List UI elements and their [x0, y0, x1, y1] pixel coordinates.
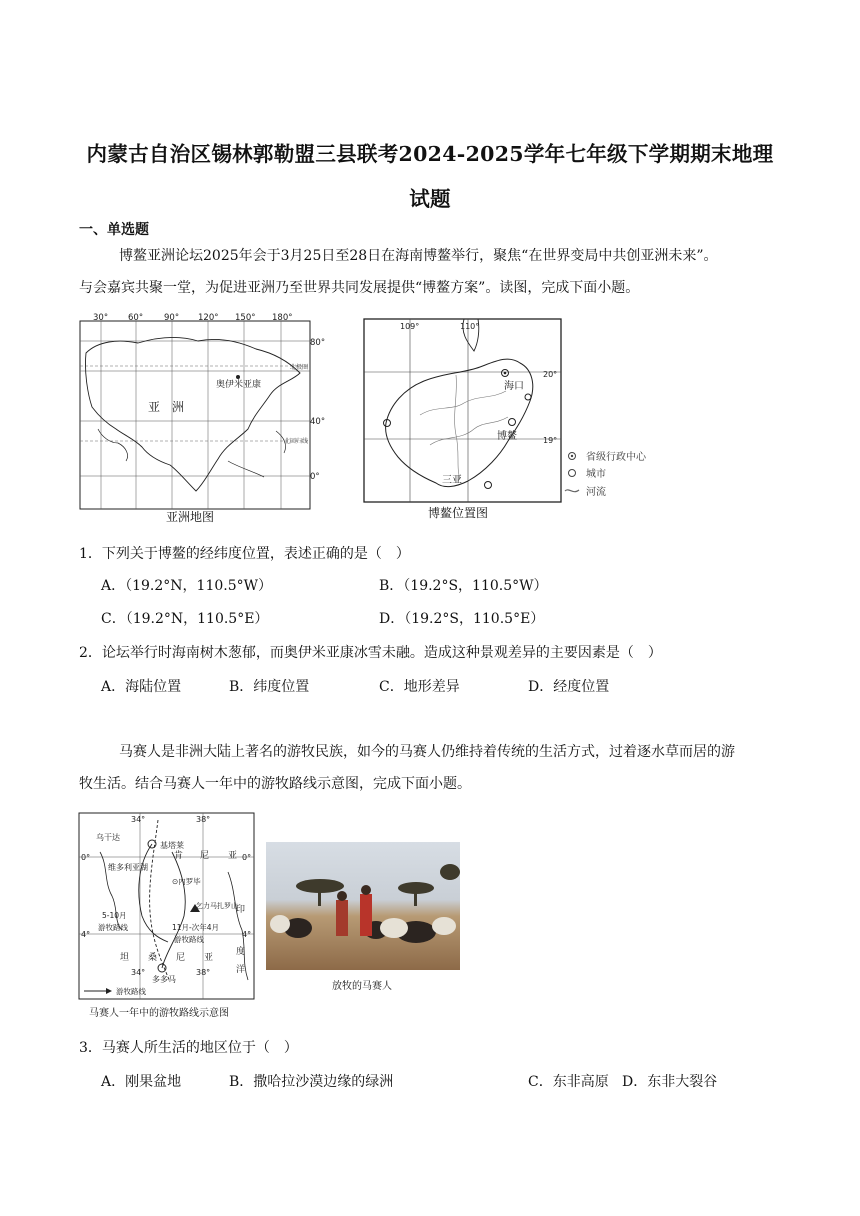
q1-option-d[interactable]: D．（19.2°S，110.5°E）	[379, 611, 545, 627]
masai-lon-34-bottom: 34°	[131, 968, 146, 977]
asia-lon-150: 150°	[235, 313, 256, 323]
q1-option-b[interactable]: B．（19.2°S，110.5°W）	[379, 578, 548, 594]
arctic-circle-label: 北极圈	[290, 364, 309, 371]
legend-city: 城市	[586, 469, 606, 480]
passage-2-line2: 牧生活。结合马赛人一年中的游牧路线示意图，完成下面小题。	[79, 776, 471, 792]
masai-lon-34-top: 34°	[131, 815, 146, 824]
passage-1	[79, 240, 789, 304]
photo-caption: 放牧的马赛人	[332, 981, 392, 992]
q3-option-b[interactable]: B．撒哈拉沙漠边缘的绿洲	[229, 1074, 394, 1090]
kenya-label-3: 亚	[228, 851, 238, 861]
masai-herding-photo	[266, 842, 460, 970]
masai-lat-0-right: 0°	[242, 853, 252, 862]
masai-lon-38-top: 38°	[196, 815, 211, 824]
asia-map	[78, 311, 326, 525]
asia-lat-40: 40°	[310, 417, 326, 427]
kenya-label-1: 肯	[174, 851, 184, 861]
boao-lat-19: 19°	[543, 436, 558, 445]
asia-lat-80: 80°	[310, 338, 326, 348]
passage-2	[79, 736, 789, 800]
indian-ocean-3: 洋	[236, 965, 246, 975]
masai-lat-4-right: 4°	[242, 930, 252, 939]
passage-1-line1: 博鳌亚洲论坛2025年会于3月25日至28日在海南博鳌举行，聚焦“在世界变局中共创亚洲未来”。	[119, 248, 718, 264]
passage-2-line1: 马赛人是非洲大陆上著名的游牧民族，如今的马赛人仍维持着传统的生活方式，过着逐水草而居的游	[119, 744, 735, 760]
haikou-label: 海口	[504, 381, 524, 392]
q3-option-c[interactable]: C．东非高原	[528, 1074, 609, 1090]
tropic-label: 北回归线	[284, 438, 309, 445]
kilimanjaro-label: 乞力马扎罗山	[196, 902, 238, 910]
q2-option-a[interactable]: A．海陆位置	[101, 679, 182, 695]
page-title-line1: 内蒙古自治区锡林郭勒盟三县联考2024-2025学年七年级下学期期末地理	[86, 142, 774, 166]
masai-route-map	[78, 812, 256, 1022]
boao-map	[360, 315, 670, 525]
asia-lon-30: 30°	[93, 313, 109, 323]
masai-lat-0-left: 0°	[81, 853, 91, 862]
route-2-months: 11月-次年4月	[172, 923, 220, 932]
oymyakon-label: 奥伊米亚康	[216, 380, 262, 390]
boao-label: 博鳌	[497, 431, 517, 442]
boao-lon-109: 109°	[400, 322, 420, 331]
asia-lon-120: 120°	[198, 313, 219, 323]
masai-legend-route: 游牧路线	[116, 987, 146, 996]
question-3: 3．马赛人所生活的地区位于（ ）	[79, 1040, 298, 1056]
boao-lon-110: 110°	[460, 322, 480, 331]
section-heading: 一、单选题	[79, 222, 149, 238]
route-1-label: 游牧路线	[98, 923, 128, 932]
kenya-label-2: 尼	[200, 851, 210, 861]
q2-option-c[interactable]: C．地形差异	[379, 679, 460, 695]
question-2: 2．论坛举行时海南树木葱郁，而奥伊米亚康冰雪未融。造成这种景观差异的主要因素是（ ）	[79, 645, 662, 661]
page-title-line2: 试题	[409, 187, 451, 211]
masai-map-caption: 马赛人一年中的游牧路线示意图	[89, 1008, 229, 1019]
sanya-label: 三亚	[442, 475, 462, 486]
boao-map-caption: 博鳌位置图	[428, 506, 489, 520]
dodoma-label: 多多马	[152, 975, 176, 984]
nairobi-label: ⊙内罗毕	[172, 877, 201, 886]
masai-lon-38-bottom: 38°	[196, 968, 211, 977]
asia-lon-90: 90°	[164, 313, 180, 323]
legend-river: 河流	[586, 487, 606, 498]
asia-lat-0: 0°	[310, 472, 320, 482]
legend-capital: 省级行政中心	[586, 452, 646, 463]
masai-lat-4-left: 4°	[81, 930, 91, 939]
q3-option-d[interactable]: D．东非大裂谷	[622, 1074, 718, 1090]
uganda-label: 乌干达	[96, 833, 120, 842]
indian-ocean-2: 度	[236, 947, 246, 957]
kitale-label: 基塔莱	[160, 841, 184, 850]
tanzania-label-4: 亚	[204, 953, 214, 963]
q1-option-a[interactable]: A．（19.2°N，110.5°W）	[101, 578, 273, 594]
tanzania-label-2: 桑	[148, 953, 158, 963]
q2-option-b[interactable]: B．纬度位置	[229, 679, 310, 695]
boao-lat-20: 20°	[543, 370, 558, 379]
tanzania-label-3: 尼	[176, 953, 186, 963]
q1-option-c[interactable]: C．（19.2°N，110.5°E）	[101, 611, 269, 627]
indian-ocean-1: 印	[236, 905, 246, 915]
q3-option-a[interactable]: A．刚果盆地	[101, 1074, 182, 1090]
tanzania-label-1: 坦	[120, 953, 130, 963]
asia-map-caption: 亚洲地图	[166, 510, 215, 524]
asia-lon-180: 180°	[272, 313, 293, 323]
route-2-label: 游牧路线	[174, 935, 204, 944]
q2-option-d[interactable]: D．经度位置	[528, 679, 610, 695]
lake-victoria-label: 维多利亚湖	[108, 863, 148, 872]
asia-lon-60: 60°	[128, 313, 144, 323]
route-1-months: 5-10月	[102, 911, 127, 920]
passage-1-line2: 与会嘉宾共聚一堂，为促进亚洲乃至世界共同发展提供“博鳌方案”。读图，完成下面小题。	[79, 280, 640, 296]
question-1: 1．下列关于博鳌的经纬度位置，表述正确的是（ ）	[79, 546, 410, 562]
asia-label: 亚 洲	[148, 400, 185, 414]
